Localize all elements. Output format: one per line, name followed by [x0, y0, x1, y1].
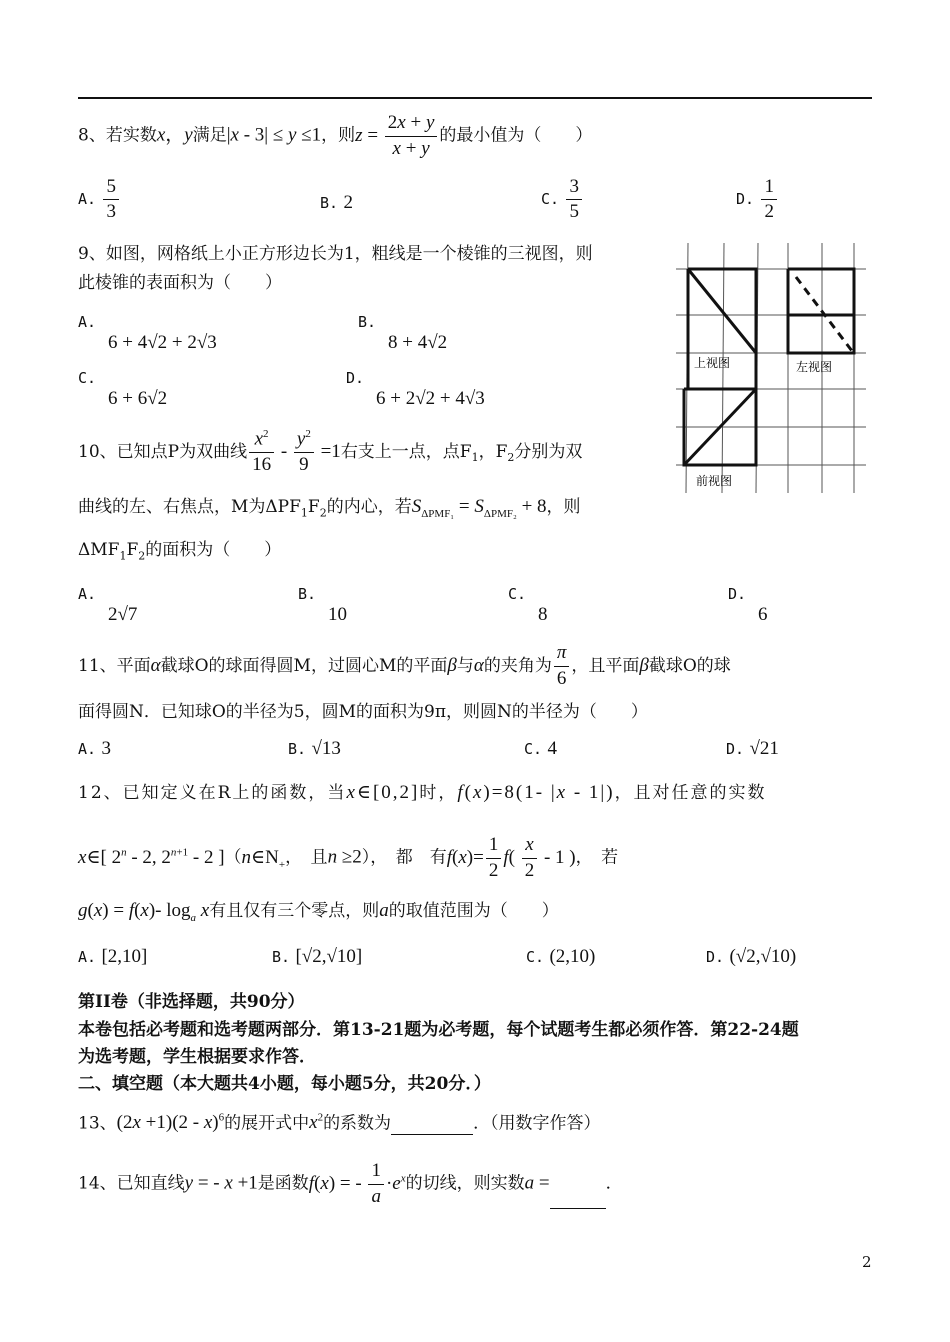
question-10-line1: 10、已知点P为双曲线 $\frac{x^2}{16}$ - $\frac{y^2}{9}$ =1右支上一点，点$F_1$，$F_2$分别为双	[78, 428, 583, 476]
q12-option-a[interactable]: A. [2,10]	[78, 946, 148, 967]
page-number: 2	[862, 1253, 872, 1271]
q10-option-d[interactable]: D. 6	[728, 585, 768, 625]
header-rule	[78, 97, 872, 99]
q8-option-a[interactable]: A. $\frac{5}{3}$	[78, 176, 121, 223]
q9-option-d[interactable]: D. 6 + 2√2 + 4√3	[346, 369, 485, 409]
top-view-label: 上视图	[694, 356, 731, 370]
question-10-line2: 曲线的左、右焦点，M为$\Delta PF_1F_2$的内心，若$S_{\Delta PMF_1} = S_{\Delta PMF_2} + 8$，则	[78, 496, 581, 520]
q11-option-c[interactable]: C. 4	[524, 738, 557, 759]
q8-option-b[interactable]: B. 2	[320, 192, 353, 213]
q14-answer-blank[interactable]	[550, 1208, 606, 1209]
section2-intro-line1: 本卷包括必考题和选考题两部分．第13-21题为必考题，每个试题考生都必须作答．第22-24题	[78, 1020, 799, 1040]
q13-answer-blank[interactable]	[391, 1134, 473, 1135]
q11-option-b[interactable]: B. √13	[288, 738, 341, 759]
question-8: 8、若实数x，y满足|x - 3| ≤ y ≤1，则z = $\frac{2x + y}{x + y}$ 的最小值为（ ）	[78, 112, 593, 159]
question-12-line3: g(x) = f(x)- $\log_a x$有且仅有三个零点，则a的取值范围为（ ）	[78, 900, 559, 924]
q9-option-c[interactable]: C. 6 + 6√2	[78, 369, 168, 409]
q12-option-c[interactable]: C. (2,10)	[526, 946, 596, 967]
q10-option-c[interactable]: C. 8	[508, 585, 548, 625]
question-10-line3: $\Delta MF_1F_2$的面积为（ ）	[78, 540, 282, 563]
q8-option-d[interactable]: D. $\frac{1}{2}$	[736, 176, 779, 223]
q11-option-a[interactable]: A. 3	[78, 738, 111, 759]
q9-option-b[interactable]: B. 8 + 4√2	[358, 313, 448, 353]
three-view-figure	[676, 243, 866, 493]
front-view-label: 前视图	[696, 474, 733, 488]
question-11-line1: 11、平面α截球O的球面得圆M，过圆心M的平面β与α的夹角为 $\frac{\pi}{6}$ ，且平面β截球O的球	[78, 642, 731, 689]
q8-option-c[interactable]: C. $\frac{3}{5}$	[541, 176, 584, 223]
question-9-line1: 9、如图，网格纸上小正方形边长为1，粗线是一个棱锥的三视图，则	[78, 244, 593, 264]
question-12-line1: 12、已知定义在R上的函数，当x∈[0,2]时，f(x)=8(1- |x - 1|)，且对任意的实数	[78, 782, 767, 803]
section2-title: 第II卷（非选择题，共90分）	[78, 992, 305, 1012]
question-11-line2: 面得圆N．已知球O的半径为5，圆M的面积为9π，则圆N的半径为（ ）	[78, 702, 648, 722]
section2-intro-line2: 为选考题，学生根据要求作答．	[78, 1047, 316, 1067]
q9-option-a[interactable]: A. 6 + 4√2 + 2√3	[78, 313, 217, 353]
q10-option-a[interactable]: A. 2√7	[78, 585, 138, 625]
question-13: 13、(2x +1)(2 - x)$^6$的展开式中$x^2$的系数为 ．（用数字作答）	[78, 1112, 601, 1134]
q12-option-b[interactable]: B. [√2,√10]	[272, 946, 363, 967]
q10-option-b[interactable]: B. 10	[298, 585, 347, 625]
q11-option-d[interactable]: D. √21	[726, 738, 779, 759]
question-12-line2: x∈[ 2$^n$ - 2, $2^{n+1} - 2$ ]（$n\in N_+$， 且n ≥2）， 都 有f(x)= $\frac{1}{2}$ f( $\frac{x}{2}$ - 1 )， 若	[78, 834, 619, 881]
left-view-label: 左视图	[796, 360, 833, 374]
q12-option-d[interactable]: D. (√2,√10)	[706, 946, 797, 967]
question-9-line2: 此棱锥的表面积为（ ）	[78, 273, 282, 293]
part2-title: 二、填空题（本大题共4小题，每小题5分，共20分．）	[78, 1074, 491, 1094]
question-14: 14、已知直线y = - x +1是函数f(x) = - $\frac{1}{a}$ $\cdot e^x$的切线，则实数a = ．	[78, 1160, 623, 1207]
